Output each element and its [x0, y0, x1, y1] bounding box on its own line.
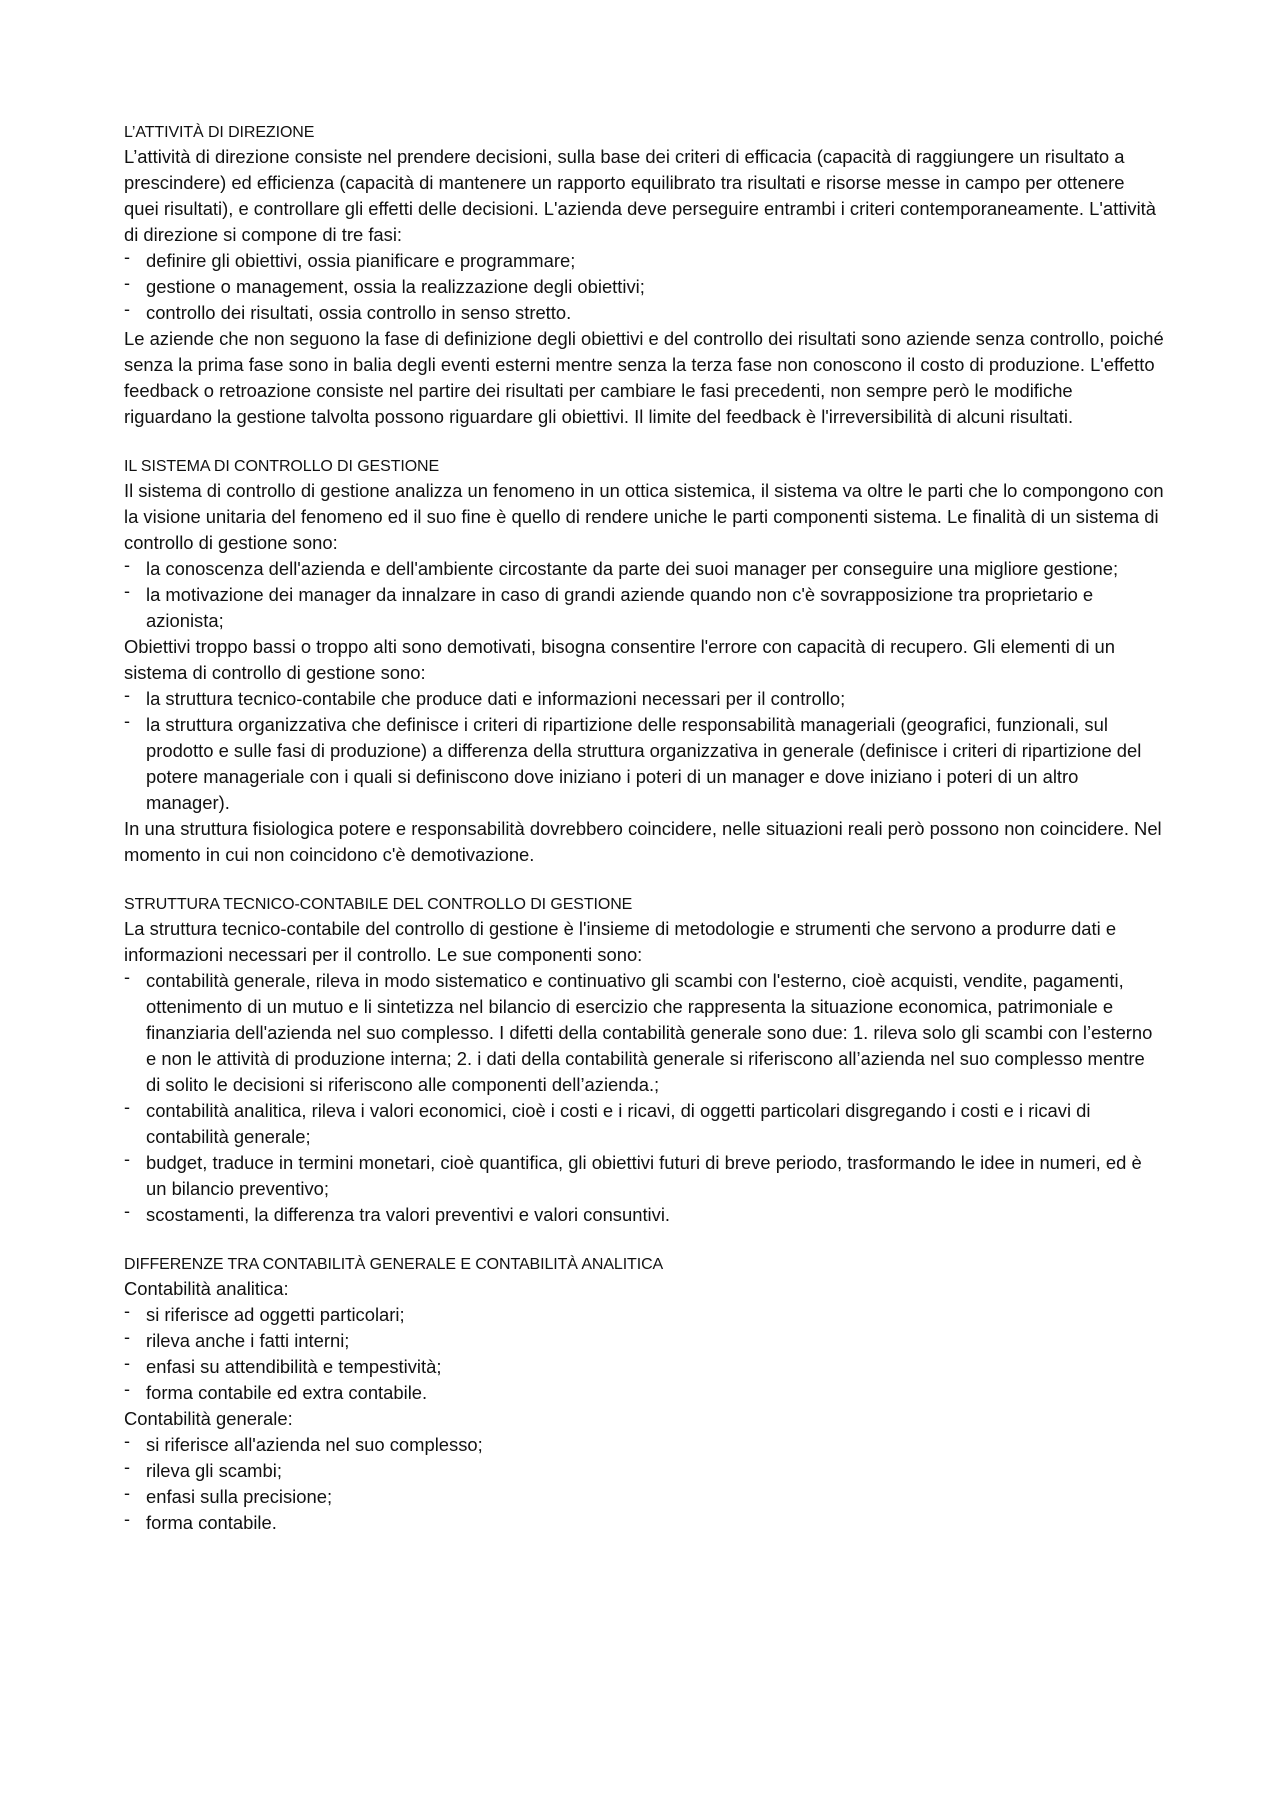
dash-bullet-icon: - [124, 1301, 130, 1321]
list-item-text: la motivazione dei manager da innalzare in caso di grandi aziende quando non c'è sovrapposizione tra proprietario e azionista; [146, 584, 1094, 631]
list-item-text: contabilità generale, rileva in modo sistematico e continuativo gli scambi con l'esterno, cioè acquisti, vendite, pagamenti, ottenimento di un mutuo e li sintetizza nel bilancio di esercizio che rappresenta la situazione economica, patrimoniale e finanziaria dell'azienda nel suo complesso. I difetti della contabilità generale sono due: 1. rileva solo gli scambi con l’esterno e non le attività di produzione interna; 2. i dati della contabilità generale si riferiscono all’azienda nel suo complesso mentre di solito le decisioni si riferiscono alle componenti dell’azienda.; [146, 970, 1153, 1095]
section-heading: STRUTTURA TECNICO-CONTABILE DEL CONTROLLO DI GESTIONE [124, 896, 633, 913]
list-item-text: forma contabile. [146, 1512, 277, 1533]
list-item-text: si riferisce ad oggetti particolari; [146, 1304, 405, 1325]
bullet-list [124, 556, 1164, 634]
list-item [124, 556, 1164, 582]
dash-bullet-icon: - [124, 967, 130, 987]
dash-bullet-icon: - [124, 1201, 130, 1221]
section [124, 894, 1164, 1228]
dash-bullet-icon: - [124, 1483, 130, 1503]
list-item [124, 1328, 1164, 1354]
list-item [124, 1354, 1164, 1380]
document-page [124, 122, 1164, 1562]
list-item-text: enfasi su attendibilità e tempestività; [146, 1356, 442, 1377]
paragraph: Le aziende che non seguono la fase di definizione degli obiettivi e del controllo dei risultati sono aziende senza controllo, poiché senza la prima fase sono in balia degli eventi esterni mentre senza la terza fase non conoscono il costo di produzione. L'effetto feedback o retroazione consiste nel partire dei risultati per cambiare le fasi precedenti, non sempre però le modifiche riguardano la gestione talvolta possono riguardare gli obiettivi. Il limite del feedback è l'irreversibilità di alcuni risultati. [124, 328, 1164, 427]
bullet-list [124, 248, 1164, 326]
list-item-text: la struttura tecnico-contabile che produce dati e informazioni necessari per il controllo; [146, 688, 846, 709]
section [124, 122, 1164, 430]
list-item-text: rileva gli scambi; [146, 1460, 282, 1481]
list-item [124, 300, 1164, 326]
dash-bullet-icon: - [124, 685, 130, 705]
dash-bullet-icon: - [124, 1097, 130, 1117]
list-item [124, 712, 1164, 816]
list-item [124, 1302, 1164, 1328]
list-item [124, 1202, 1164, 1228]
dash-bullet-icon: - [124, 1509, 130, 1529]
list-item [124, 1484, 1164, 1510]
section-heading: DIFFERENZE TRA CONTABILITÀ GENERALE E CONTABILITÀ ANALITICA [124, 1256, 664, 1273]
dash-bullet-icon: - [124, 1327, 130, 1347]
list-item-text: rileva anche i fatti interni; [146, 1330, 350, 1351]
dash-bullet-icon: - [124, 1353, 130, 1373]
list-item [124, 1458, 1164, 1484]
dash-bullet-icon: - [124, 299, 130, 319]
section [124, 456, 1164, 868]
paragraph: L’attività di direzione consiste nel prendere decisioni, sulla base dei criteri di efficacia (capacità di raggiungere un risultato a prescindere) ed efficienza (capacità di mantenere un rapporto equilibrato tra risultati e risorse messe in campo per ottenere quei risultati), e controllare gli effetti delle decisioni. L'azienda deve perseguire entrambi i criteri contemporaneamente. L'attività di direzione si compone di tre fasi: [124, 146, 1157, 245]
list-item-text: enfasi sulla precisione; [146, 1486, 333, 1507]
list-item [124, 1432, 1164, 1458]
list-item [124, 968, 1164, 1098]
list-item [124, 686, 1164, 712]
bullet-list [124, 686, 1164, 816]
dash-bullet-icon: - [124, 711, 130, 731]
section-heading: IL SISTEMA DI CONTROLLO DI GESTIONE [124, 458, 440, 475]
bullet-list [124, 968, 1164, 1228]
dash-bullet-icon: - [124, 1379, 130, 1399]
list-item [124, 1380, 1164, 1406]
list-item-text: scostamenti, la differenza tra valori preventivi e valori consuntivi. [146, 1204, 671, 1225]
list-item [124, 248, 1164, 274]
list-item [124, 1150, 1164, 1202]
list-item-text: si riferisce all'azienda nel suo complesso; [146, 1434, 483, 1455]
list-item-text: gestione o management, ossia la realizzazione degli obiettivi; [146, 276, 645, 297]
list-item-text: la struttura organizzativa che definisce i criteri di ripartizione delle responsabilità manageriali (geografici, funzionali, sul prodotto e sulle fasi di produzione) a differenza della struttura organizzativa in generale (definisce i criteri di ripartizione del potere manageriale con i quali si definiscono dove iniziano i poteri di un manager e dove iniziano i poteri di un altro manager). [146, 714, 1142, 813]
list-item-text: budget, traduce in termini monetari, cioè quantifica, gli obiettivi futuri di breve periodo, trasformando le idee in numeri, ed è un bilancio preventivo; [146, 1152, 1142, 1199]
bullet-list [124, 1432, 1164, 1536]
paragraph: Obiettivi troppo bassi o troppo alti sono demotivati, bisogna consentire l'errore con capacità di recupero. Gli elementi di un sistema di controllo di gestione sono: [124, 636, 1116, 683]
list-item [124, 274, 1164, 300]
bullet-list [124, 1302, 1164, 1406]
list-item-text: definire gli obiettivi, ossia pianificare e programmare; [146, 250, 576, 271]
dash-bullet-icon: - [124, 1149, 130, 1169]
list-item-text: forma contabile ed extra contabile. [146, 1382, 428, 1403]
dash-bullet-icon: - [124, 581, 130, 601]
list-item-text: controllo dei risultati, ossia controllo in senso stretto. [146, 302, 572, 323]
dash-bullet-icon: - [124, 273, 130, 293]
list-item [124, 582, 1164, 634]
paragraph: La struttura tecnico-contabile del controllo di gestione è l'insieme di metodologie e strumenti che servono a produrre dati e informazioni necessari per il controllo. Le sue componenti sono: [124, 918, 1117, 965]
paragraph: Il sistema di controllo di gestione analizza un fenomeno in un ottica sistemica, il sistema va oltre le parti che lo compongono con la visione unitaria del fenomeno ed il suo fine è quello di rendere uniche le parti componenti sistema. Le finalità di un sistema di controllo di gestione sono: [124, 480, 1164, 553]
list-item [124, 1098, 1164, 1150]
dash-bullet-icon: - [124, 555, 130, 575]
paragraph: In una struttura fisiologica potere e responsabilità dovrebbero coincidere, nelle situazioni reali però possono non coincidere. Nel momento in cui non coincidono c'è demotivazione. [124, 818, 1162, 865]
section [124, 1254, 1164, 1536]
dash-bullet-icon: - [124, 1457, 130, 1477]
section-heading: L’ATTIVITÀ DI DIREZIONE [124, 124, 315, 141]
dash-bullet-icon: - [124, 1431, 130, 1451]
paragraph: Contabilità analitica: [124, 1278, 289, 1299]
list-item-text: la conoscenza dell'azienda e dell'ambiente circostante da parte dei suoi manager per conseguire una migliore gestione; [146, 558, 1119, 579]
paragraph: Contabilità generale: [124, 1408, 293, 1429]
list-item [124, 1510, 1164, 1536]
list-item-text: contabilità analitica, rileva i valori economici, cioè i costi e i ricavi, di oggetti particolari disgregando i costi e i ricavi di contabilità generale; [146, 1100, 1091, 1147]
dash-bullet-icon: - [124, 247, 130, 267]
